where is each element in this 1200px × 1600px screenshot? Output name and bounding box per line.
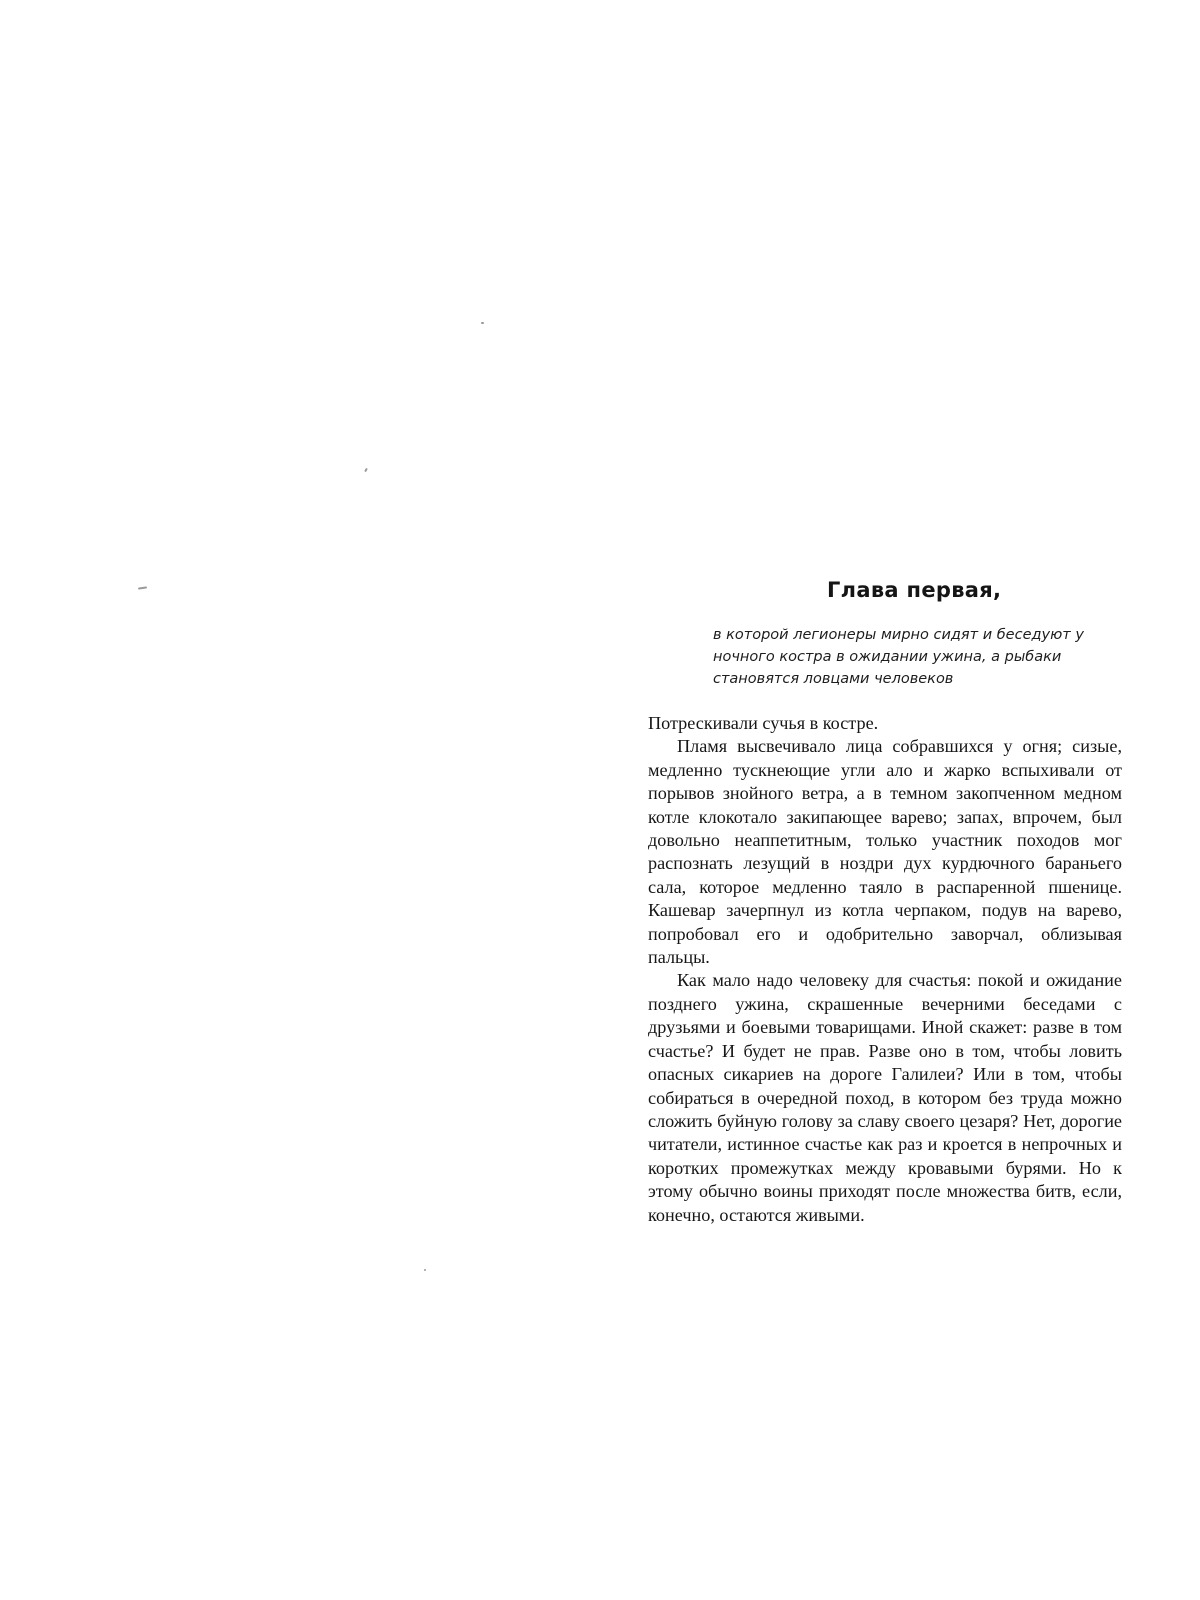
right-page: [600, 0, 1200, 1600]
body-text: [648, 712, 1122, 1227]
scan-speck: [364, 468, 368, 472]
chapter-title: Глава первая,: [827, 578, 1002, 602]
scan-speck: [424, 1269, 426, 1271]
paragraph: Как мало надо человеку для счастья: покой и ожидание позднего ужина, скрашенные вечерними беседами с друзьями и боевыми товарищами. Иной скажет: разве в том счастье? И будет не прав. Разве оно в том, чтобы ловить опасных сикариев на дороге Галилеи? Или в том, чтобы собираться в очередной поход, в котором без труда можно сложить буйную голову за славу своего цезаря? Нет, дорогие читатели, истинное счастье как раз и кроется в непрочных и коротких промежутках между кровавыми бурями. Но к этому обычно воины приходят после множества битв, если, конечно, остаются живыми.: [648, 970, 1122, 1225]
scan-speck: [481, 322, 484, 324]
paragraph: Потрескивали сучья в костре.: [648, 713, 879, 733]
scan-speck: [138, 586, 147, 589]
chapter-subtitle: в которой легионеры мирно сидят и беседуют у ночного костра в ожидании ужина, а рыбаки становятся ловцами человеков: [713, 627, 1084, 687]
paragraph: Пламя высвечивало лица собравшихся у огня; сизые, медленно тускнеющие угли ало и жарко вспыхивали от порывов знойного ветра, а в темном закопченном медном котле клокотало закипающее варево; запах, впрочем, был довольно неаппетитным, только участник походов мог распознать лезущий в ноздри дух курдючного бараньего сала, которое медленно таяло в распаренной пшенице. Кашевар зачерпнул из котла черпаком, подув на варево, попробовал его и одобрительно заворчал, облизывая пальцы.: [648, 736, 1122, 968]
